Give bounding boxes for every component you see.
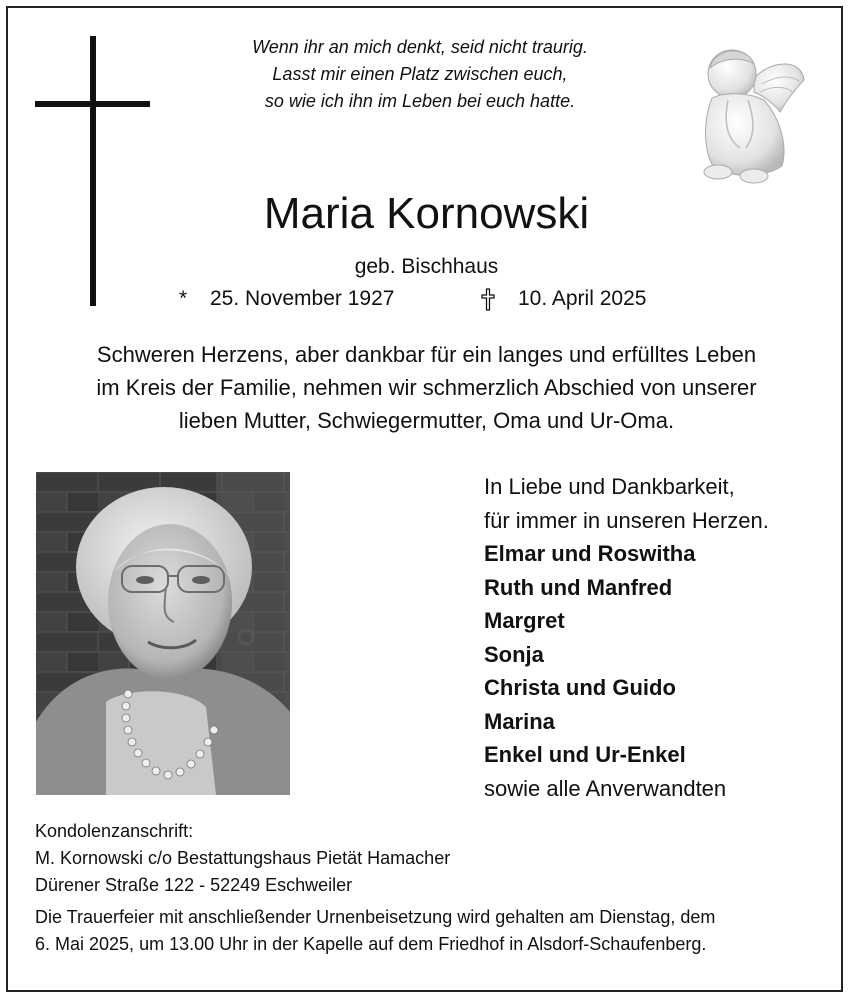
life-dates xyxy=(150,284,703,314)
family-member: Margret xyxy=(484,608,565,633)
family-opening-line: für immer in unseren Herzen. xyxy=(484,507,769,533)
service-line: Die Trauerfeier mit anschließender Urnenbeisetzung wird gehalten am Dienstag, dem xyxy=(35,907,716,927)
intro-line: im Kreis der Familie, nehmen wir schmerzlich Abschied von unserer xyxy=(96,375,757,400)
birth-date: 25. November 1927 xyxy=(210,287,395,310)
family-member: Sonja xyxy=(484,641,544,667)
death-date: 10. April 2025 xyxy=(518,287,647,310)
condolence-label: Kondolenzanschrift: xyxy=(35,821,194,841)
intro-line: lieben Mutter, Schwiegermutter, Oma und Ur-Oma. xyxy=(178,408,675,433)
angel-figurine-icon xyxy=(684,38,808,188)
cross-vertical-bar xyxy=(90,36,96,306)
condolence-line: Dürener Straße 122 - 52249 Eschweiler xyxy=(35,875,353,895)
maiden-name: geb. Bischhaus xyxy=(354,255,499,278)
poem-line: Lasst mir einen Platz zwischen euch, xyxy=(272,64,568,84)
birth-star-icon: * xyxy=(179,287,188,310)
family-member: Christa und Guido xyxy=(484,675,676,700)
intro-text xyxy=(20,338,833,437)
family-member: Marina xyxy=(484,708,555,734)
family-list xyxy=(484,470,834,805)
family-member: Enkel und Ur-Enkel xyxy=(484,742,686,767)
cross-horizontal-bar xyxy=(35,101,150,107)
condolence-line: M. Kornowski c/o Bestattungshaus Pietät Hamacher xyxy=(35,848,451,868)
service-line: 6. Mai 2025, um 13.00 Uhr in der Kapelle auf dem Friedhof in Alsdorf-Schaufenberg. xyxy=(35,934,707,954)
poem-line: Wenn ihr an mich denkt, seid nicht traurig. xyxy=(252,37,588,57)
service-info xyxy=(35,904,825,958)
death-cross-icon xyxy=(481,288,495,312)
poem xyxy=(170,34,670,115)
poem-line: so wie ich ihn im Leben bei euch hatte. xyxy=(264,91,576,111)
portrait-photo xyxy=(36,472,290,795)
deceased-name: Maria Kornowski xyxy=(263,189,590,238)
family-member: Ruth und Manfred xyxy=(484,574,673,600)
family-closing: sowie alle Anverwandten xyxy=(484,775,727,801)
family-member: Elmar und Roswitha xyxy=(484,541,696,566)
intro-line: Schweren Herzens, aber dankbar für ein langes und erfülltes Leben xyxy=(96,342,757,367)
condolence-address xyxy=(35,818,815,899)
family-opening-line: In Liebe und Dankbarkeit, xyxy=(484,474,735,499)
